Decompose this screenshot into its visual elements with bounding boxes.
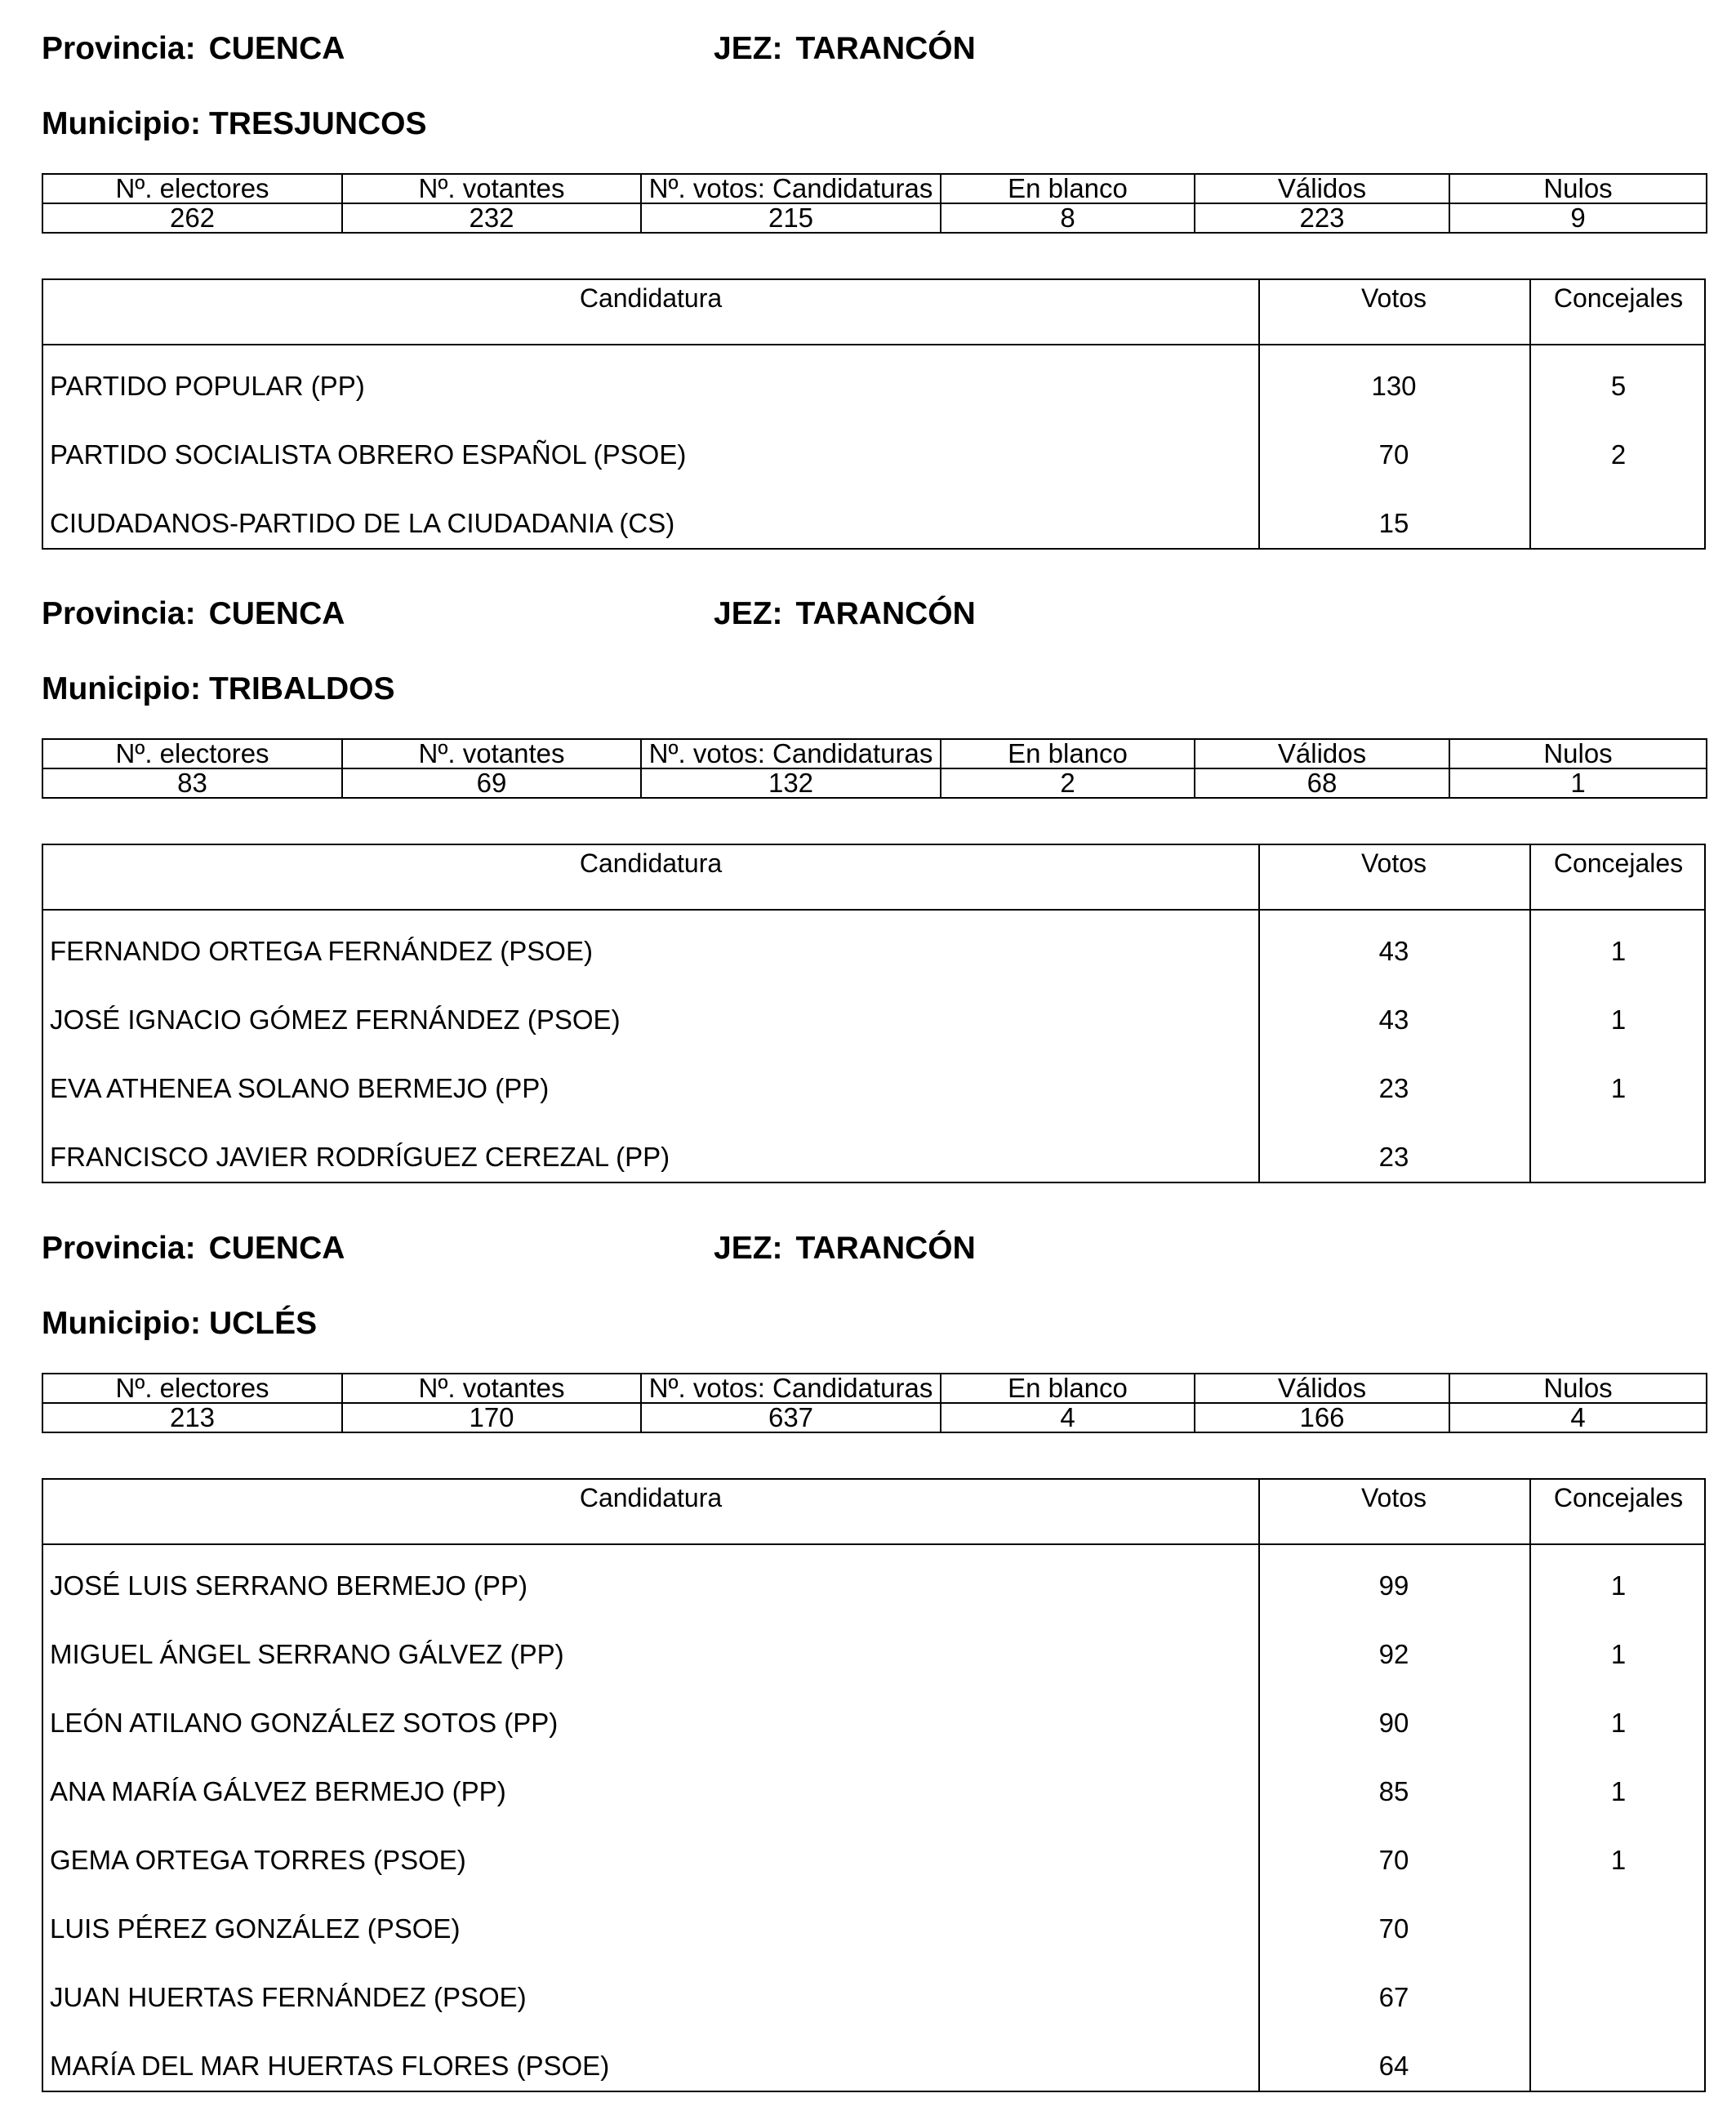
section-ucles — [0, 1200, 1736, 2106]
table-row — [43, 1048, 1704, 1116]
provincia-line — [42, 1232, 345, 1264]
candidate-name: MARÍA DEL MAR HUERTAS FLORES (PSOE) — [50, 2051, 610, 2081]
provincia-value: CUENCA — [208, 596, 345, 631]
header-validos: Válidos — [1195, 174, 1449, 203]
jez-line — [714, 33, 976, 65]
value-electores: 213 — [42, 1403, 342, 1432]
table-row — [43, 1545, 1704, 1614]
candidate-votes: 70 — [1378, 439, 1409, 470]
stats-value-row — [42, 768, 1707, 798]
candidate-concejales: 1 — [1610, 1570, 1627, 1601]
results-header — [43, 1480, 1704, 1545]
table-row — [43, 1682, 1704, 1751]
header-en-blanco: En blanco — [941, 739, 1195, 768]
stats-table — [42, 1373, 1707, 1433]
jez-line — [714, 1232, 976, 1264]
candidate-name: MIGUEL ÁNGEL SERRANO GÁLVEZ (PP) — [50, 1639, 564, 1669]
candidate-votes: 99 — [1378, 1570, 1409, 1601]
results-body — [43, 911, 1704, 1185]
value-validos: 166 — [1195, 1403, 1449, 1432]
table-row — [43, 1957, 1704, 2025]
table-row — [43, 1819, 1704, 1888]
header-votos: Votos — [1360, 848, 1427, 878]
header-candidatura: Candidatura — [579, 848, 723, 878]
candidate-concejales: 1 — [1610, 1708, 1627, 1738]
header-votos: Votos — [1360, 1483, 1427, 1512]
value-en-blanco: 4 — [941, 1403, 1195, 1432]
header-candidatura: Candidatura — [579, 283, 723, 313]
candidate-name: EVA ATHENEA SOLANO BERMEJO (PP) — [50, 1073, 550, 1103]
stats-table — [42, 173, 1707, 234]
candidate-votes: 92 — [1378, 1639, 1409, 1669]
candidate-votes: 23 — [1378, 1142, 1409, 1172]
candidate-votes: 67 — [1378, 1982, 1409, 2012]
value-nulos: 9 — [1449, 203, 1707, 233]
jez-value: TARANCÓN — [795, 1231, 976, 1266]
header-votos-candidaturas: Nº. votos: Candidaturas — [641, 739, 941, 768]
header-nulos: Nulos — [1449, 174, 1707, 203]
provincia-label: Provincia: — [42, 31, 196, 66]
stats-value-row — [42, 203, 1707, 233]
municipio-line — [42, 108, 427, 140]
provincia-label: Provincia: — [42, 596, 196, 631]
header-en-blanco: En blanco — [941, 1374, 1195, 1403]
value-votos-candidaturas: 132 — [641, 768, 941, 798]
header-validos: Válidos — [1195, 739, 1449, 768]
header-nulos: Nulos — [1449, 739, 1707, 768]
municipio-value: UCLÉS — [208, 1306, 318, 1341]
stats-value-row — [42, 1403, 1707, 1432]
value-votantes: 69 — [342, 768, 641, 798]
value-electores: 83 — [42, 768, 342, 798]
candidate-name: GEMA ORTEGA TORRES (PSOE) — [50, 1845, 466, 1875]
results-table — [42, 1478, 1706, 2092]
value-validos: 68 — [1195, 768, 1449, 798]
header-nulos: Nulos — [1449, 1374, 1707, 1403]
table-row — [43, 1116, 1704, 1185]
stats-table — [42, 738, 1707, 799]
value-nulos: 1 — [1449, 768, 1707, 798]
jez-line — [714, 598, 976, 630]
municipio-line — [42, 673, 394, 705]
jez-label: JEZ: — [714, 596, 783, 631]
provincia-value: CUENCA — [208, 31, 345, 66]
header-electores: Nº. electores — [42, 739, 342, 768]
value-votos-candidaturas: 215 — [641, 203, 941, 233]
municipio-label: Municipio: — [42, 671, 201, 706]
provincia-line — [42, 598, 345, 630]
header-validos: Válidos — [1195, 1374, 1449, 1403]
header-candidatura: Candidatura — [579, 1483, 723, 1512]
candidate-name: CIUDADANOS-PARTIDO DE LA CIUDADANIA (CS) — [50, 508, 675, 538]
table-row — [43, 483, 1704, 551]
table-row — [43, 414, 1704, 483]
candidate-concejales: 5 — [1610, 371, 1627, 401]
candidate-votes: 130 — [1371, 371, 1417, 401]
header-votantes: Nº. votantes — [342, 1374, 641, 1403]
header-votantes: Nº. votantes — [342, 739, 641, 768]
candidate-name: LUIS PÉREZ GONZÁLEZ (PSOE) — [50, 1913, 461, 1944]
candidate-name: JOSÉ LUIS SERRANO BERMEJO (PP) — [50, 1570, 527, 1601]
value-en-blanco: 2 — [941, 768, 1195, 798]
candidate-concejales: 1 — [1610, 936, 1627, 966]
stats-header-row — [42, 1374, 1707, 1403]
header-votos-candidaturas: Nº. votos: Candidaturas — [641, 1374, 941, 1403]
header-electores: Nº. electores — [42, 174, 342, 203]
header-votos-candidaturas: Nº. votos: Candidaturas — [641, 174, 941, 203]
jez-value: TARANCÓN — [795, 596, 976, 631]
results-header — [43, 845, 1704, 911]
candidate-votes: 70 — [1378, 1913, 1409, 1944]
candidate-concejales: 1 — [1610, 1639, 1627, 1669]
candidate-name: LEÓN ATILANO GONZÁLEZ SOTOS (PP) — [50, 1708, 559, 1738]
value-en-blanco: 8 — [941, 203, 1195, 233]
candidate-name: FERNANDO ORTEGA FERNÁNDEZ (PSOE) — [50, 936, 593, 966]
results-body — [43, 345, 1704, 551]
results-table — [42, 844, 1706, 1183]
header-concejales: Concejales — [1553, 1483, 1684, 1512]
header-votos: Votos — [1360, 283, 1427, 313]
candidate-concejales: 2 — [1610, 439, 1627, 470]
table-row — [43, 1751, 1704, 1819]
candidate-concejales: 1 — [1610, 1004, 1627, 1035]
jez-label: JEZ: — [714, 1231, 783, 1266]
candidate-votes: 70 — [1378, 1845, 1409, 1875]
header-concejales: Concejales — [1553, 848, 1684, 878]
stats-header-row — [42, 739, 1707, 768]
jez-label: JEZ: — [714, 31, 783, 66]
candidate-concejales: 1 — [1610, 1776, 1627, 1806]
candidate-name: JOSÉ IGNACIO GÓMEZ FERNÁNDEZ (PSOE) — [50, 1004, 621, 1035]
municipio-value: TRESJUNCOS — [208, 106, 427, 141]
value-votantes: 170 — [342, 1403, 641, 1432]
candidate-votes: 23 — [1378, 1073, 1409, 1103]
table-row — [43, 979, 1704, 1048]
candidate-votes: 43 — [1378, 1004, 1409, 1035]
candidate-concejales: 1 — [1610, 1845, 1627, 1875]
table-row — [43, 2025, 1704, 2094]
results-body — [43, 1545, 1704, 2094]
results-table — [42, 278, 1706, 550]
table-row — [43, 1614, 1704, 1682]
stats-header-row — [42, 174, 1707, 203]
header-concejales: Concejales — [1553, 283, 1684, 313]
municipio-label: Municipio: — [42, 1306, 201, 1341]
candidate-name: ANA MARÍA GÁLVEZ BERMEJO (PP) — [50, 1776, 506, 1806]
candidate-votes: 43 — [1378, 936, 1409, 966]
provincia-line — [42, 33, 345, 65]
header-votantes: Nº. votantes — [342, 174, 641, 203]
jez-value: TARANCÓN — [795, 31, 976, 66]
municipio-label: Municipio: — [42, 106, 201, 141]
candidate-name: PARTIDO POPULAR (PP) — [50, 371, 365, 401]
provincia-label: Provincia: — [42, 1231, 196, 1266]
section-tribaldos — [0, 565, 1736, 1186]
provincia-value: CUENCA — [208, 1231, 345, 1266]
candidate-votes: 15 — [1378, 508, 1409, 538]
candidate-name: PARTIDO SOCIALISTA OBRERO ESPAÑOL (PSOE) — [50, 439, 687, 470]
results-header — [43, 280, 1704, 345]
value-electores: 262 — [42, 203, 342, 233]
municipio-line — [42, 1307, 317, 1339]
table-row — [43, 345, 1704, 414]
municipio-value: TRIBALDOS — [208, 671, 395, 706]
section-tresjuncos — [0, 0, 1736, 563]
candidate-votes: 90 — [1378, 1708, 1409, 1738]
value-nulos: 4 — [1449, 1403, 1707, 1432]
candidate-concejales: 1 — [1610, 1073, 1627, 1103]
table-row — [43, 1888, 1704, 1957]
candidate-votes: 64 — [1378, 2051, 1409, 2081]
table-row — [43, 911, 1704, 979]
value-votos-candidaturas: 637 — [641, 1403, 941, 1432]
header-electores: Nº. electores — [42, 1374, 342, 1403]
header-en-blanco: En blanco — [941, 174, 1195, 203]
candidate-votes: 85 — [1378, 1776, 1409, 1806]
candidate-name: FRANCISCO JAVIER RODRÍGUEZ CEREZAL (PP) — [50, 1142, 670, 1172]
value-validos: 223 — [1195, 203, 1449, 233]
candidate-name: JUAN HUERTAS FERNÁNDEZ (PSOE) — [50, 1982, 527, 2012]
value-votantes: 232 — [342, 203, 641, 233]
